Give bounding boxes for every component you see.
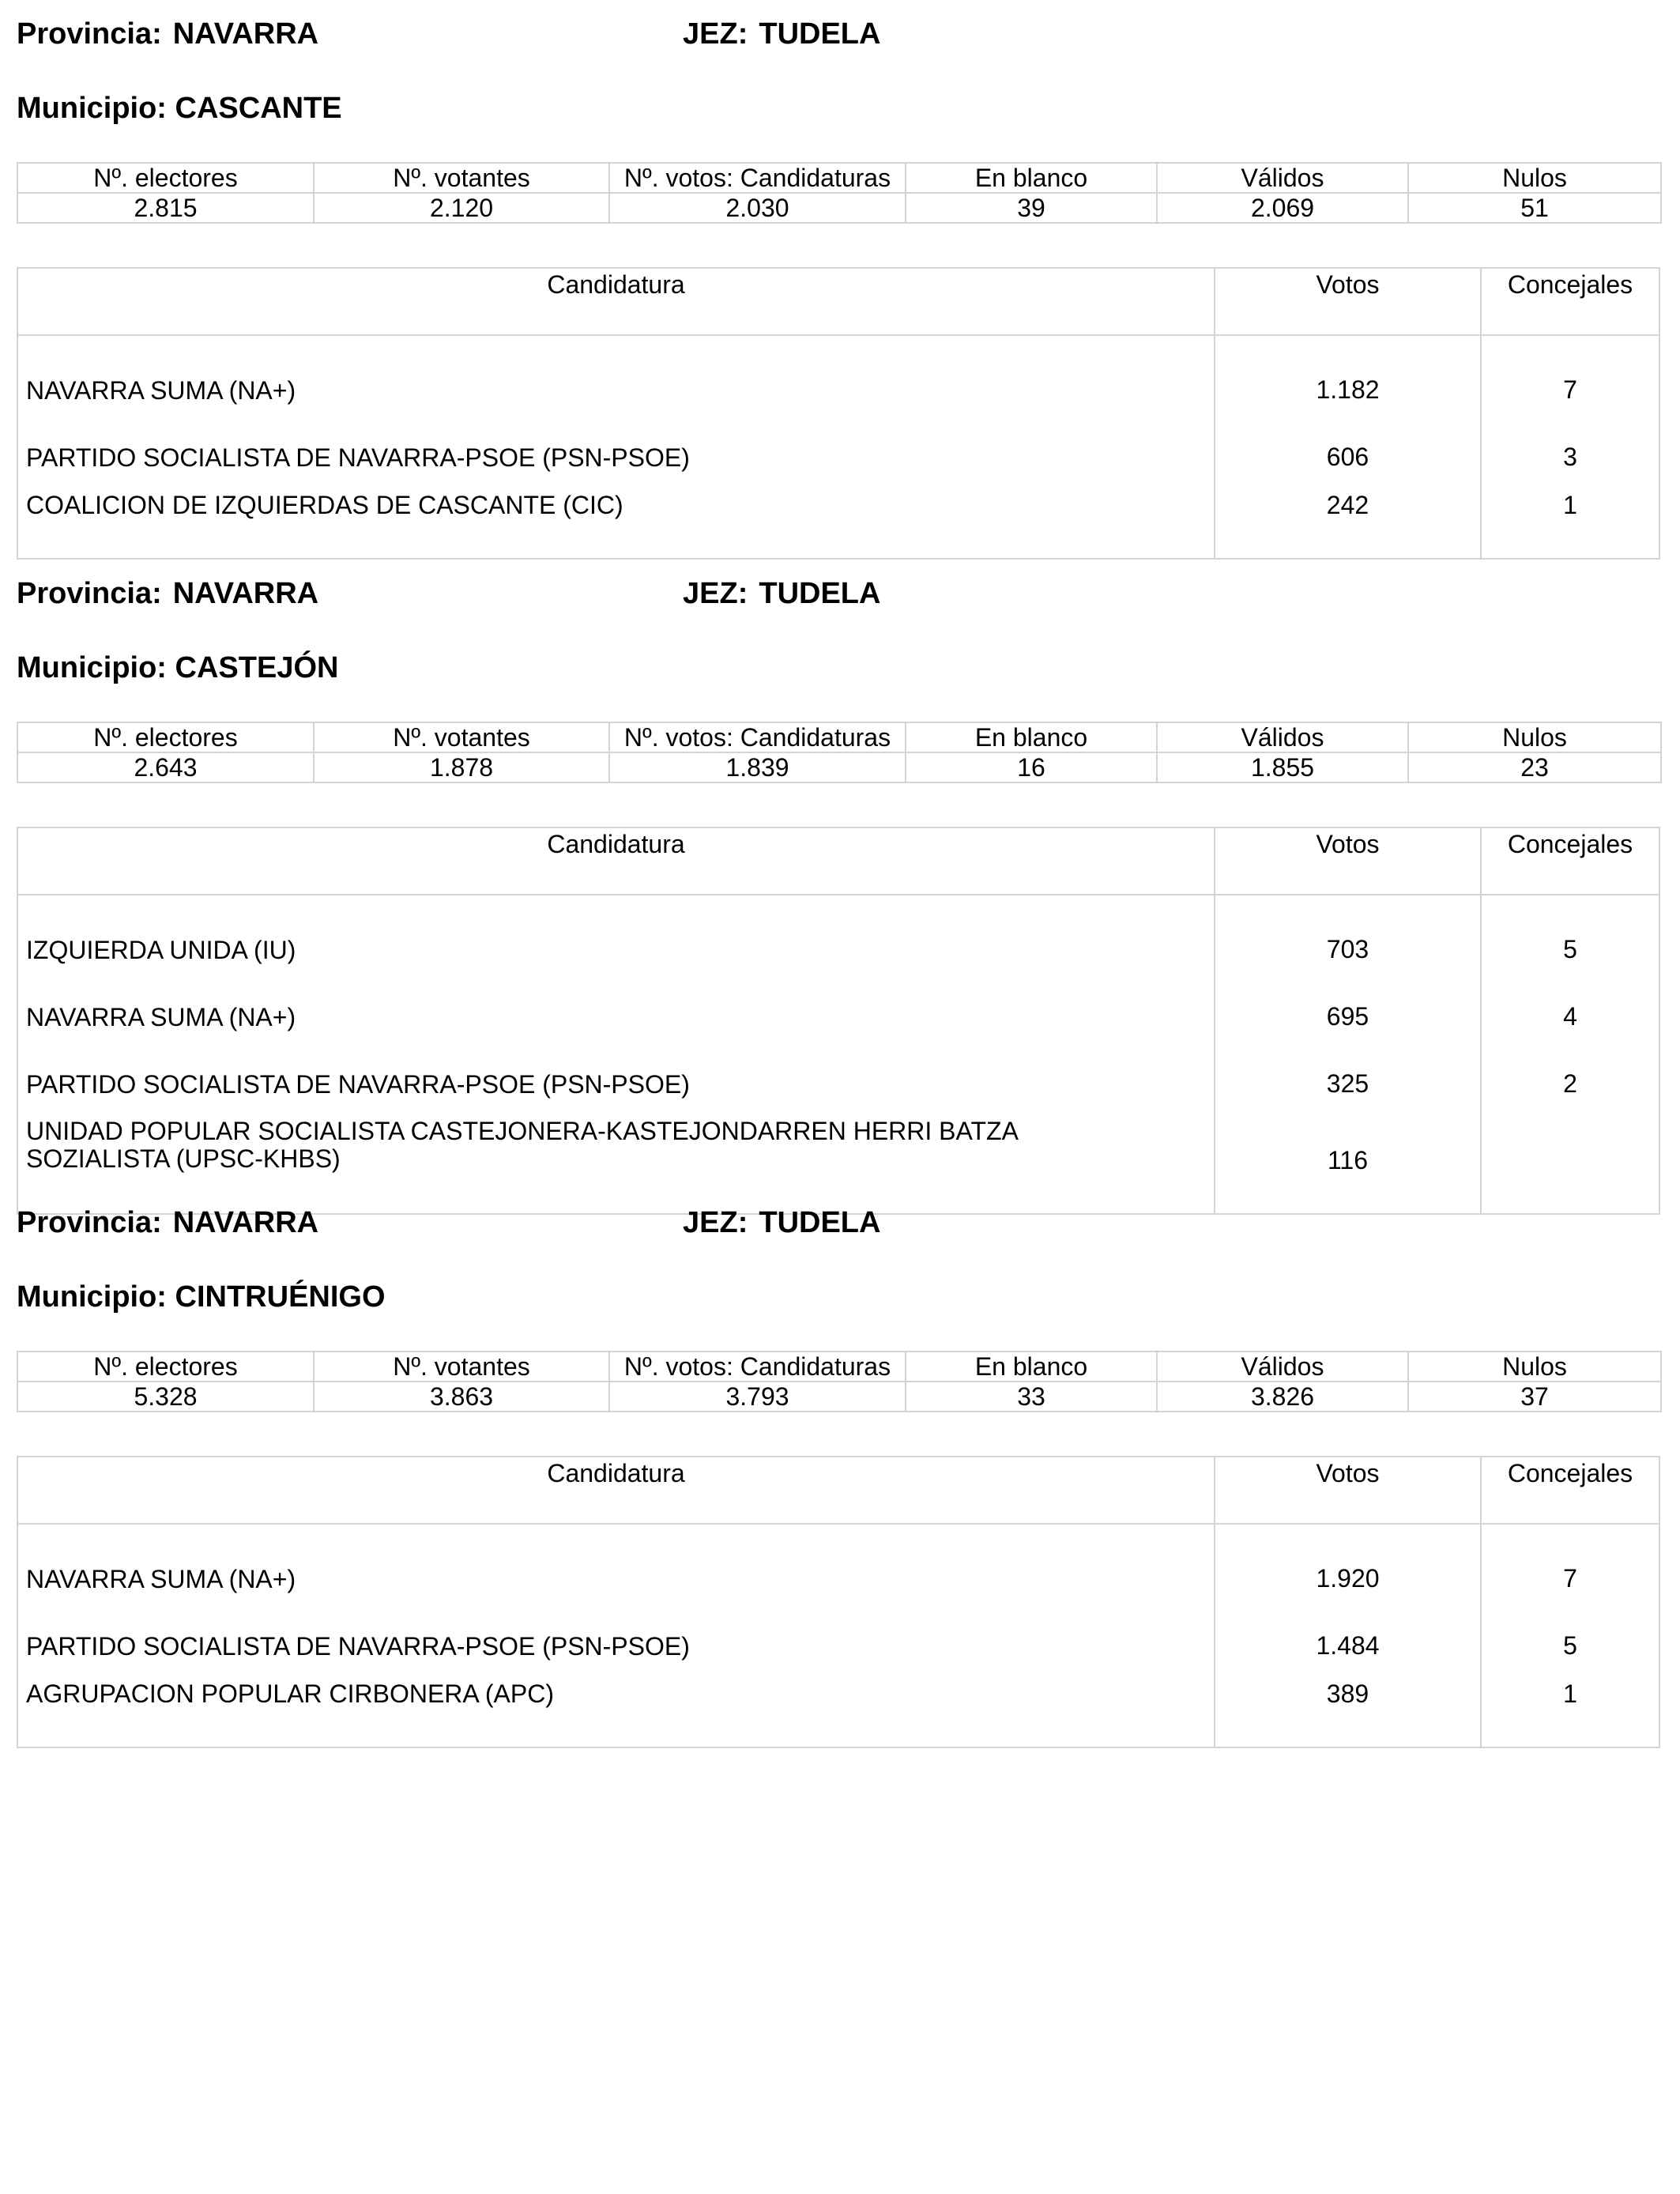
results-table xyxy=(18,269,1659,558)
concejales-value: 5 xyxy=(1563,935,1577,963)
results-header-row xyxy=(18,828,1659,895)
concejales-value xyxy=(1481,1118,1659,1213)
votos-value: 116 xyxy=(1215,1118,1481,1213)
stats-header-cell: En blanco xyxy=(906,163,1157,193)
jez-value: TUDELA xyxy=(759,1206,881,1239)
results-header-concejales: Concejales xyxy=(1481,828,1659,895)
results-header-concejales: Concejales xyxy=(1481,1457,1659,1524)
results-header-row xyxy=(18,1457,1659,1524)
votos-value: 1.182 xyxy=(1215,335,1481,424)
municipio-field: Municipio: CINTRUÉNIGO xyxy=(17,1280,386,1314)
section-cascante xyxy=(17,17,1660,519)
stats-header-row xyxy=(17,163,1661,193)
votos-value: 606 xyxy=(1215,424,1481,491)
municipio-field: Municipio: CASTEJÓN xyxy=(17,651,339,684)
stats-header-cell: Nulos xyxy=(1408,163,1661,193)
municipio-value: CINTRUÉNIGO xyxy=(175,1280,386,1314)
results-table-frame xyxy=(17,267,1660,560)
jez-field: JEZ: TUDELA xyxy=(683,1206,881,1239)
stats-value-cell: 16 xyxy=(906,752,1157,782)
provincia-field: Provincia: NAVARRA xyxy=(17,577,319,610)
stats-value-cell: 23 xyxy=(1408,752,1661,782)
jez-field: JEZ: TUDELA xyxy=(683,577,881,610)
header-line xyxy=(17,17,1660,65)
concejales-value: 7 xyxy=(1563,375,1577,404)
stats-header-cell: Nº. votos: Candidaturas xyxy=(609,722,906,752)
stats-header-cell: Nº. votos: Candidaturas xyxy=(609,1351,906,1382)
stats-header-cell: Nº. votos: Candidaturas xyxy=(609,163,906,193)
party-name-multiline xyxy=(18,1118,1215,1213)
table-row xyxy=(18,491,1659,558)
provincia-field: Provincia: NAVARRA xyxy=(17,17,319,51)
party-name: NAVARRA SUMA (NA+) xyxy=(18,983,1215,1050)
stats-value-cell: 2.643 xyxy=(17,752,314,782)
stats-value-cell: 1.878 xyxy=(314,752,609,782)
table-row xyxy=(18,1050,1659,1118)
provincia-field: Provincia: NAVARRA xyxy=(17,1206,319,1239)
stats-value-cell: 33 xyxy=(906,1382,1157,1412)
stats-value-cell: 2.069 xyxy=(1157,193,1408,223)
concejales-value: 5 xyxy=(1563,1631,1577,1660)
stats-header-cell: Nº. electores xyxy=(17,163,314,193)
party-name: NAVARRA SUMA (NA+) xyxy=(18,335,1215,424)
votos-value: 1.920 xyxy=(1215,1524,1481,1612)
stats-header-cell: Nº. electores xyxy=(17,1351,314,1382)
stats-header-cell: Nº. votantes xyxy=(314,163,609,193)
stats-value-row xyxy=(17,1382,1661,1412)
table-row xyxy=(18,895,1659,983)
party-name-line: UNIDAD POPULAR SOCIALISTA CASTEJONERA-KASTEJONDARREN HERRI BATZA xyxy=(26,1117,1019,1145)
provincia-value: NAVARRA xyxy=(172,577,319,610)
municipio-value: CASTEJÓN xyxy=(175,651,339,684)
section-castejon xyxy=(17,577,1660,1174)
party-name: AGRUPACION POPULAR CIRBONERA (APC) xyxy=(18,1679,1215,1747)
stats-header-row xyxy=(17,1351,1661,1382)
concejales-value: 4 xyxy=(1563,1002,1577,1031)
stats-value-cell: 51 xyxy=(1408,193,1661,223)
stats-value-cell: 3.863 xyxy=(314,1382,609,1412)
table-row xyxy=(18,1524,1659,1612)
stats-header-cell: Válidos xyxy=(1157,722,1408,752)
concejales-value: 1 xyxy=(1563,491,1577,519)
votos-value: 242 xyxy=(1215,491,1481,558)
stats-value-cell: 2.815 xyxy=(17,193,314,223)
party-name: NAVARRA SUMA (NA+) xyxy=(18,1524,1215,1612)
stats-table xyxy=(17,1351,1662,1412)
party-name: PARTIDO SOCIALISTA DE NAVARRA-PSOE (PSN-PSOE) xyxy=(18,1050,1215,1118)
jez-value: TUDELA xyxy=(759,577,881,610)
table-row xyxy=(18,1679,1659,1747)
header-line xyxy=(17,577,1660,624)
stats-header-cell: En blanco xyxy=(906,722,1157,752)
table-row xyxy=(18,1612,1659,1679)
stats-value-cell: 1.855 xyxy=(1157,752,1408,782)
municipio-value: CASCANTE xyxy=(175,92,342,125)
concejales-value: 1 xyxy=(1563,1679,1577,1708)
stats-header-cell: Nulos xyxy=(1408,722,1661,752)
results-header-concejales: Concejales xyxy=(1481,269,1659,335)
jez-field: JEZ: TUDELA xyxy=(683,17,881,51)
votos-value: 1.484 xyxy=(1215,1612,1481,1679)
section-cintruenigo xyxy=(17,1206,1660,1708)
table-row xyxy=(18,424,1659,491)
stats-value-cell: 5.328 xyxy=(17,1382,314,1412)
concejales-value: 2 xyxy=(1563,1069,1577,1098)
header-line xyxy=(17,1206,1660,1253)
results-table-frame xyxy=(17,827,1660,1215)
table-row xyxy=(18,1118,1659,1213)
stats-header-cell: Nº. votantes xyxy=(314,1351,609,1382)
results-header-votos: Votos xyxy=(1215,269,1481,335)
stats-value-cell: 37 xyxy=(1408,1382,1661,1412)
stats-value-cell: 2.030 xyxy=(609,193,906,223)
stats-value-cell: 3.793 xyxy=(609,1382,906,1412)
stats-header-cell: Nulos xyxy=(1408,1351,1661,1382)
stats-header-cell: Nº. votantes xyxy=(314,722,609,752)
results-header-candidatura: Candidatura xyxy=(18,269,1215,335)
stats-header-row xyxy=(17,722,1661,752)
party-name-line: SOZIALISTA (UPSC-KHBS) xyxy=(26,1144,341,1173)
jez-value: TUDELA xyxy=(759,17,881,51)
provincia-value: NAVARRA xyxy=(172,17,319,51)
results-header-votos: Votos xyxy=(1215,1457,1481,1524)
party-name: IZQUIERDA UNIDA (IU) xyxy=(18,895,1215,983)
stats-value-cell: 1.839 xyxy=(609,752,906,782)
party-name: PARTIDO SOCIALISTA DE NAVARRA-PSOE (PSN-PSOE) xyxy=(18,1612,1215,1679)
results-header-row xyxy=(18,269,1659,335)
results-table xyxy=(18,828,1659,1213)
party-name: PARTIDO SOCIALISTA DE NAVARRA-PSOE (PSN-PSOE) xyxy=(18,424,1215,491)
votos-value: 325 xyxy=(1215,1050,1481,1118)
votos-value: 695 xyxy=(1215,983,1481,1050)
stats-table xyxy=(17,722,1662,783)
results-table-frame xyxy=(17,1456,1660,1748)
stats-value-cell: 39 xyxy=(906,193,1157,223)
stats-header-cell: Válidos xyxy=(1157,1351,1408,1382)
results-header-candidatura: Candidatura xyxy=(18,828,1215,895)
concejales-value: 7 xyxy=(1563,1564,1577,1593)
municipio-field: Municipio: CASCANTE xyxy=(17,92,342,125)
stats-header-cell: Nº. electores xyxy=(17,722,314,752)
concejales-value: 3 xyxy=(1563,443,1577,471)
stats-value-cell: 3.826 xyxy=(1157,1382,1408,1412)
table-row xyxy=(18,335,1659,424)
results-table xyxy=(18,1457,1659,1747)
table-row xyxy=(18,983,1659,1050)
stats-header-cell: Válidos xyxy=(1157,163,1408,193)
stats-value-cell: 2.120 xyxy=(314,193,609,223)
stats-table xyxy=(17,162,1662,224)
party-name: COALICION DE IZQUIERDAS DE CASCANTE (CIC) xyxy=(18,491,1215,558)
results-header-candidatura: Candidatura xyxy=(18,1457,1215,1524)
stats-value-row xyxy=(17,193,1661,223)
votos-value: 703 xyxy=(1215,895,1481,983)
stats-value-row xyxy=(17,752,1661,782)
stats-header-cell: En blanco xyxy=(906,1351,1157,1382)
results-header-votos: Votos xyxy=(1215,828,1481,895)
votos-value: 389 xyxy=(1215,1679,1481,1747)
provincia-value: NAVARRA xyxy=(172,1206,319,1239)
